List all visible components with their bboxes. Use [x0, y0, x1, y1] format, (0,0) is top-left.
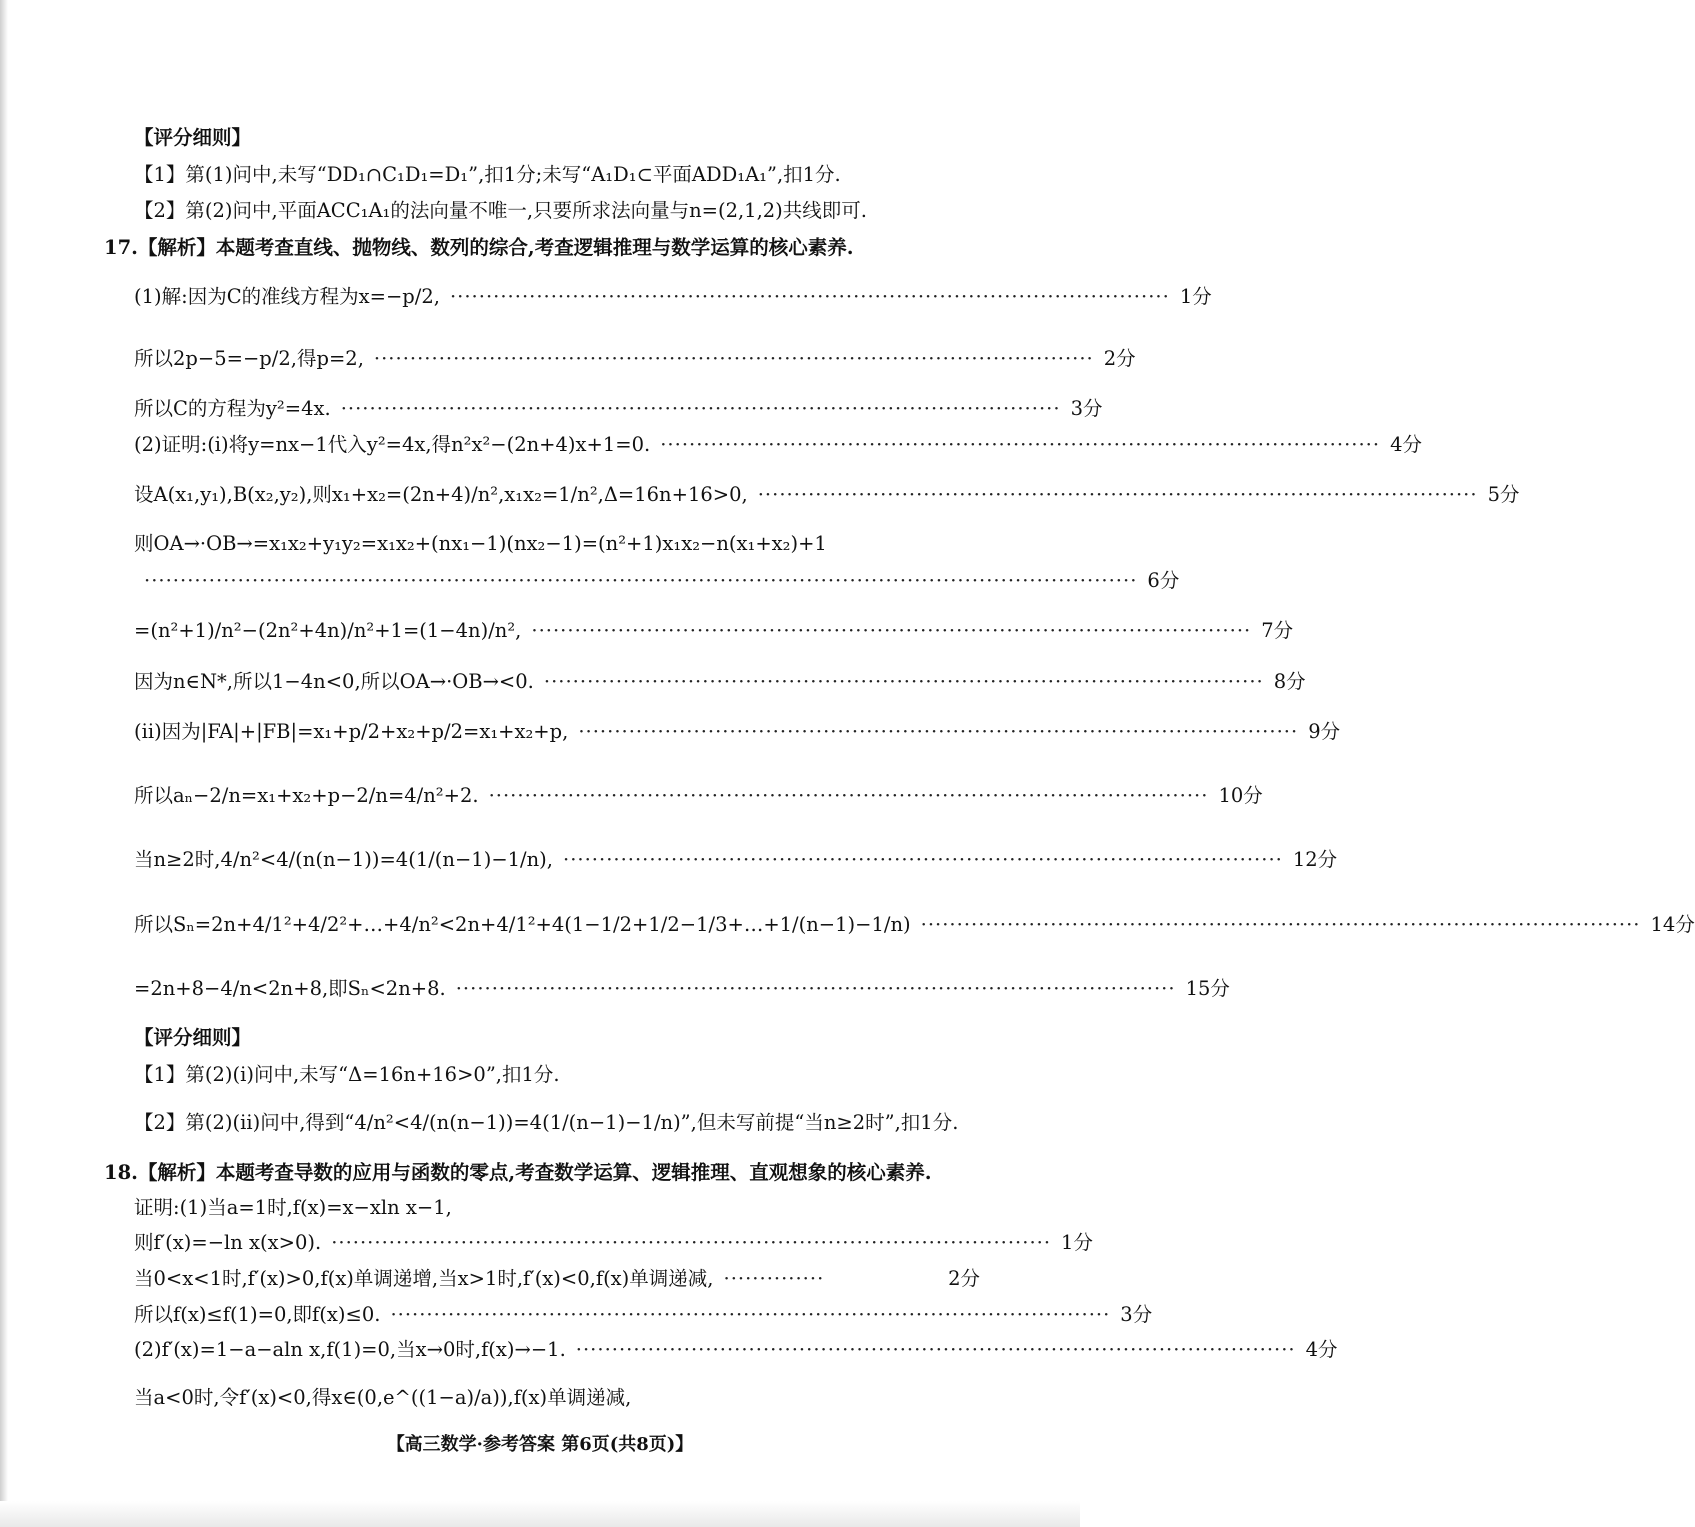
q17-step: =(n²+1)/n²−(2n²+4n)/n²+1=(1−4n)/n², ···································································································· 7分 — [134, 619, 1294, 642]
q17-step: (2)证明:(ⅰ)将y=nx−1代入y²=4x,得n²x²−(2n+4)x+1=0. ···································································································· 4分 — [134, 433, 1422, 456]
q17-step: 当n≥2时,4/n²<4/(n(n−1))=4(1/(n−1)−1/n), ···································································································· 12分 — [134, 848, 1338, 871]
q18-step: 当0<x<1时,f′(x)>0,f(x)单调递增,当x>1时,f′(x)<0,f(x)单调递减, ·············· 2分 — [134, 1267, 980, 1290]
scoring-rule: 【1】第(2)(ⅰ)问中,未写“Δ=16n+16>0”,扣1分. — [134, 1063, 560, 1086]
scoring-rule: 【2】第(2)问中,平面ACC₁A₁的法向量不唯一,只要所求法向量与n=(2,1,2)共线即可. — [134, 199, 867, 222]
q17-header: 17.【解析】本题考查直线、抛物线、数列的综合,考查逻辑推理与数学运算的核心素养. — [104, 236, 854, 259]
scoring-rule: 【2】第(2)(ⅱ)问中,得到“4/n²<4/(n(n−1))=4(1/(n−1)−1/n)”,但未写前提“当n≥2时”,扣1分. — [134, 1111, 959, 1134]
q18-step: 当a<0时,令f′(x)<0,得x∈(0,e^((1−a)/a)),f(x)单调递减, — [134, 1386, 632, 1409]
q18-step: 证明:(1)当a=1时,f(x)=x−xln x−1, — [134, 1196, 452, 1219]
q17-step: (1)解:因为C的准线方程为x=−p/2, ···································································································· 1分 — [134, 285, 1212, 308]
q17-step: 因为n∈N*,所以1−4n<0,所以OA→·OB→<0. ···································································································· 8分 — [134, 670, 1306, 693]
scan-left-shadow — [0, 0, 8, 1527]
q17-step: 所以Sₙ=2n+4/1²+4/2²+…+4/n²<2n+4/1²+4(1−1/2+1/2−1/3+…+1/(n−1)−1/n) ···································································································· 14分 — [134, 913, 1695, 936]
q17-step: =2n+8−4/n<2n+8,即Sₙ<2n+8. ···································································································· 15分 — [134, 977, 1230, 1000]
scoring-title-1: 【评分细则】 — [134, 126, 252, 149]
q17-step: 所以2p−5=−p/2,得p=2, ···································································································· 2分 — [134, 347, 1136, 370]
page-footer: 【高三数学·参考答案 第6页(共8页)】 — [386, 1434, 694, 1455]
scan-bottom-shadow — [0, 1501, 1080, 1527]
scoring-rule: 【1】第(1)问中,未写“DD₁∩C₁D₁=D₁”,扣1分;未写“A₁D₁⊂平面ADD₁A₁”,扣1分. — [134, 163, 841, 186]
scoring-title-2: 【评分细则】 — [134, 1026, 252, 1049]
q18-step: 则f′(x)=−ln x(x>0). ···································································································· 1分 — [134, 1231, 1093, 1254]
q17-step: (ⅱ)因为|FA|+|FB|=x₁+p/2+x₂+p/2=x₁+x₂+p, ···································································································· 9分 — [134, 720, 1341, 743]
q17-step: 所以C的方程为y²=4x. ···································································································· 3分 — [134, 397, 1103, 420]
q17-step: ·········································································································································· 6分 — [144, 569, 1180, 592]
q17-step: 设A(x₁,y₁),B(x₂,y₂),则x₁+x₂=(2n+4)/n²,x₁x₂=1/n²,Δ=16n+16>0, ···································································································· 5分 — [134, 483, 1520, 506]
q17-step: 则OA→·OB→=x₁x₂+y₁y₂=x₁x₂+(nx₁−1)(nx₂−1)=(n²+1)x₁x₂−n(x₁+x₂)+1 — [134, 532, 827, 555]
q18-header: 18.【解析】本题考查导数的应用与函数的零点,考查数学运算、逻辑推理、直观想象的核心素养. — [104, 1161, 932, 1184]
q18-step: (2)f′(x)=1−a−aln x,f(1)=0,当x→0时,f(x)→−1. ···································································································· 4分 — [134, 1338, 1338, 1361]
q17-step: 所以aₙ−2/n=x₁+x₂+p−2/n=4/n²+2. ···································································································· 10分 — [134, 784, 1263, 807]
q18-step: 所以f(x)≤f(1)=0,即f(x)≤0. ···································································································· 3分 — [134, 1303, 1153, 1326]
